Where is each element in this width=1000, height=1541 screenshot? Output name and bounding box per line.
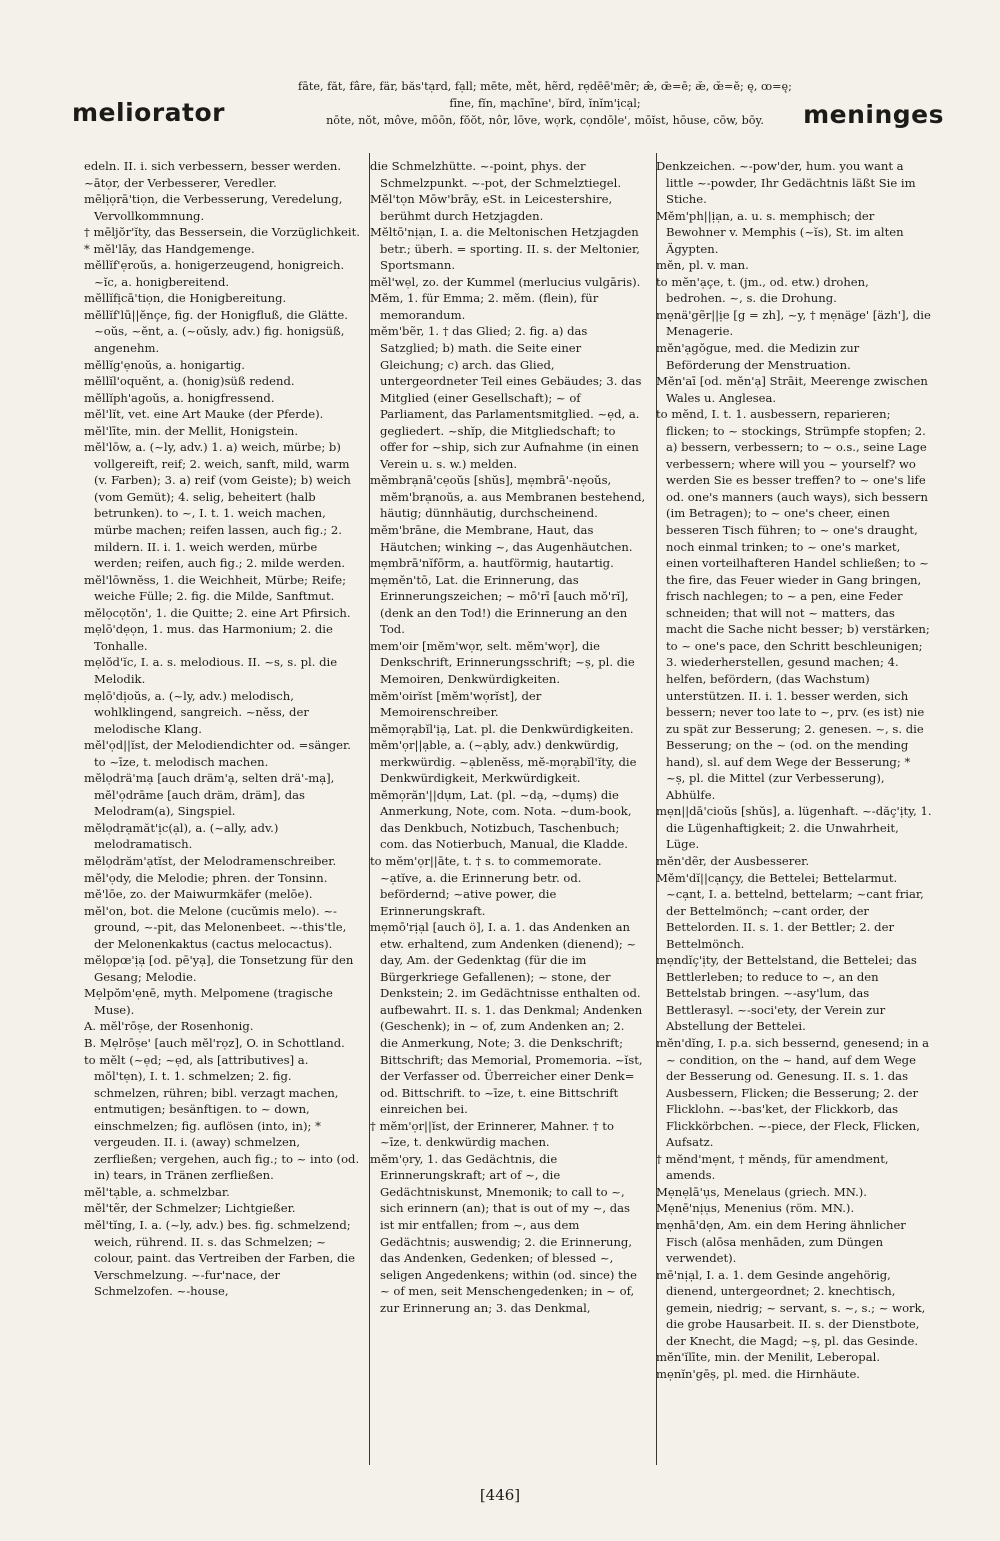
- dictionary-entry: mĕlọdrä'mạ [auch dräm'ạ, selten drä'-mạ], mĕl'ọdrāme [auch dräm, dräm], das Melodram(a), Singspiel.: [84, 771, 335, 819]
- dictionary-entry: mĕl'tĭng, I. a. (~ly, adv.) bes. fig. schmelzend; weich, rührend. II. s. das Schmelzen; ~ colour, paint. das Vertreiben der Farben, die Verschmelzung. ~-fur'nace, der Schmelzofen. ~-house,: [84, 1218, 356, 1299]
- dictionary-entry: Mĕm, 1. für Emma; 2. mĕm. (flein), für memorandum.: [370, 291, 599, 322]
- pronunciation-key-line: fīne, fĭn, mạchīne', bĭrd, ĭnĭm'ịcạl;: [449, 97, 641, 110]
- guide-word-left: meliorator: [72, 98, 225, 127]
- dictionary-entry: mem'oir [mĕm'wọr, selt. mĕm'wọr], die Denkschrift, Erinnerungsschrift; ~ṣ, pl. die Memoiren, Denkwürdigkeiten.: [370, 638, 635, 686]
- dictionary-entry: mẹndĭç'ịty, der Bettelstand, die Bettelei; das Bettlerleben; to reduce to ~, an den Bettelstab bringen. ~-asy'lum, das Bettlerasyl. ~-soci'ety, der Verein zur Abstellung der Bettelei.: [656, 953, 917, 1034]
- dictionary-entry: die Schmelzhütte. ~-point, phys. der Schmelzpunkt. ~-pot, der Schmelztiegel.: [370, 159, 622, 190]
- dictionary-entry: mĕlọpœ'ịạ [od. pē'yạ], die Tonsetzung für den Gesang; Melodie.: [84, 953, 354, 984]
- dictionary-entry: mĕl'lōw, a. (~ly, adv.) 1. a) weich, mürbe; b) vollgereift, reif; 2. weich, sanft, mild, warm (v. Farben); 3. a) reif (vom Geiste); b) weich (vom Gemüt); 4. selig, beheitert (halb betrunken). to ~, I. t. 1. weich machen, mürbe machen; reifen lassen, auch fig.; 2. mildern. II. i. 1. weich werden, mürbe werden; reifen, auch fig.; 2. milde werden.: [84, 440, 351, 571]
- dictionary-entry: mẹmō'rịạl [auch ö], I. a. 1. das Andenken an etw. erhaltend, zum Andenken (dienend); ~ day, Am. der Gedenktag (für die im Bürgerkriege Gefallenen); ~ stone, der Denkstein; 2. im Gedächtnisse enthalten od. aufbewahrt. II. s. 1. das Denkmal; Andenken (Geschenk); in ~ of, zum Andenken an; 2. die Anmerkung, Note; 3. die Denkschrift; Bittschrift; das Memorial, Promemoria. ~ĭst, der Verfasser od. Überreicher einer Denk= od. Bittschrift. to ~īze, t. eine Bittschrift einreichen bei.: [370, 920, 643, 1117]
- pronunciation-key-line: fāte, făt, fâre, fär, băs'tạrd, fạll; mēte, mět, hẽrd, rẹdēē'mẽr; æ̂, œ̄=ē; æ̆, œ̆=ĕ; ę, ꝏ=ę;: [298, 80, 792, 93]
- dictionary-entry: mĕn, pl. v. man.: [656, 258, 749, 273]
- dictionary-entry: mēlịọrā'tiọn, die Verbesserung, Veredelung, Vervollkommnung.: [84, 192, 343, 223]
- column-1: [84, 158, 360, 1478]
- dictionary-entry: † mĕnd'mẹnt, † mĕndṣ, für amendment, amends.: [656, 1151, 889, 1183]
- dictionary-entry: mĕlọdrăm'ạtĭst, der Melodramenschreiber.: [84, 853, 337, 868]
- dictionary-entry: mĕl'tạble, a. schmelzbar.: [84, 1184, 230, 1199]
- dictionary-entry: Mẹnẹlā'ụs, Menelaus (griech. MN.).: [656, 1184, 867, 1199]
- dictionary-entry: A. mĕl'rōṣe, der Rosenhonig.: [84, 1019, 254, 1034]
- column-3: [656, 158, 932, 1478]
- dictionary-entry: mĕllĭf'lū||ĕnçe, fig. der Honigfluß, die Glätte. ~oŭs, ~ĕnt, a. (~oŭsly, adv.) fig. honigsüß, angenehm.: [84, 307, 348, 356]
- pronunciation-key-line: nōte, nŏt, môve, mōōn, fŏŏt, nôr, lōve, wọrk, cọndōle', mōĭst, hōuse, cōw, bōy.: [326, 114, 764, 127]
- dictionary-entry: to mĕm'ọr||āte, t. † s. to commemorate. ~ạtĭve, a. die Erinnerung betr. od. befördernd; ~ative power, die Erinnerungskraft.: [370, 853, 602, 918]
- dictionary-entry: mĕn'ĭlīte, min. der Menilit, Leberopal.: [656, 1350, 881, 1365]
- dictionary-entry: Mẹlpŏm'ẹnē, myth. Melpomene (tragische Muse).: [84, 986, 333, 1017]
- dictionary-entry: mẹlō'dịoŭs, a. (~ly, adv.) melodisch, wohlklingend, sangreich. ~nĕss, der melodische Klang.: [84, 688, 309, 736]
- entry-columns: [68, 158, 948, 1478]
- dictionary-entry: mẹnä'gẽr||ịe [g = zh], ~y, † mẹnäge' [äzh'], die Menagerie.: [656, 307, 931, 339]
- dictionary-entry: mĕlọcọtŏn', 1. die Quitte; 2. eine Art Pfirsich.: [84, 605, 351, 620]
- dictionary-entry: mẹn||dā'cioŭs [shŭs], a. lügenhaft. ~-dăç'ịty, 1. die Lügenhaftigkeit; 2. die Unwahrheit, Lüge.: [656, 804, 932, 852]
- dictionary-entry: mĕl'lĭt, vet. eine Art Mauke (der Pferde).: [84, 407, 324, 422]
- dictionary-entry: mĕllĭg'ẹnoŭs, a. honigartig.: [84, 357, 245, 372]
- dictionary-entry: mĕllĭf'ẹroŭs, a. honigerzeugend, honigreich. ~ĭc, a. honigbereitend.: [84, 258, 345, 289]
- dictionary-entry: mẹmĕn'tō, Lat. die Erinnerung, das Erinnerungszeichen; ~ mō'rī [auch mŏ'rĭ], (denk an den Tod!) die Erinnerung an den Tod.: [370, 572, 629, 637]
- dictionary-entry: mĕn'dĭng, I. p.a. sich bessernd, genesend; in a ~ condition, on the ~ hand, auf dem Wege der Besserung od. Genesung. II. s. 1. das Ausbessern, Flicken; die Besserung; 2. der Flicklohn. ~-bas'ket, der Flickkorb, das Flickkörbchen. ~-piece, der Fleck, Flicken, Aufsatz.: [656, 1035, 930, 1150]
- dictionary-entry: mẹlŏd'ĭc, I. a. s. melodious. II. ~s, s. pl. die Melodik.: [84, 655, 338, 686]
- page-number: [446]: [479, 1486, 521, 1504]
- column-2: [370, 158, 646, 1478]
- dictionary-entry: mĕmọrạbĭl'ịạ, Lat. pl. die Denkwürdigkeiten.: [370, 721, 634, 736]
- dictionary-entry: mĕn'ạgŏgue, med. die Medizin zur Beförderung der Menstruation.: [656, 341, 860, 372]
- dictionary-entry: Mĕm'dĭ||cạnçy, die Bettelei; Bettelarmut. ~cạnt, I. a. bettelnd, bettelarm; ~cant friar, der Bettelmönch; ~cant order, der Bettelorden. II. s. 1. der Bettler; 2. der Bettelmönch.: [656, 870, 924, 951]
- dictionary-entry: mĕl'on, bot. die Melone (cucŭmis melo). ~-ground, ~-pit, das Melonenbeet. ~-this'tle, der Melonenkaktus (cactus melocactus).: [84, 903, 347, 951]
- dictionary-entry: mĕl'lōwnĕss, 1. die Weichheit, Mürbe; Reife; weiche Fülle; 2. fig. die Milde, Sanftmut.: [84, 572, 347, 604]
- dictionary-entry: ~ātọr, der Verbesserer, Veredler.: [84, 175, 277, 190]
- dictionary-entry: Mĕn'aī [od. mĕn'ạ] Strāit, Meerenge zwischen Wales u. Anglesea.: [656, 374, 928, 405]
- pronunciation-key: [225, 78, 865, 129]
- dictionary-entry: mĕm'brāne, die Membrane, Haut, das Häutchen; winking ~, das Augenhäutchen.: [370, 523, 633, 554]
- dictionary-entry: edeln. II. i. sich verbessern, besser werden.: [84, 159, 342, 173]
- dictionary-entry: mĕl'ọd||ĭst, der Melodiendichter od. =sänger. to ~īze, t. melodisch machen.: [84, 738, 351, 769]
- dictionary-entry: mĕ'lōe, zo. der Maiwurmkäfer (melōe).: [84, 887, 313, 902]
- dictionary-entry: mẹmbrā'nĭfōrm, a. hautförmig, hautartig.: [370, 556, 614, 571]
- dictionary-entry: B. Mẹlrōṣe' [auch mĕl'rọz], O. in Schottland.: [84, 1035, 345, 1050]
- dictionary-entry: Mẹnē'nịụs, Menenius (röm. MN.).: [656, 1201, 855, 1216]
- dictionary-entry: mĕllĭfịcā'tiọn, die Honigbereitung.: [84, 291, 287, 306]
- dictionary-entry: mĕmbrạnā'cẹoŭs [shŭs], mẹmbrā'-nẹoŭs, mĕm'brạnoŭs, a. aus Membranen bestehend, häutig; dünnhäutig, durchscheinend.: [370, 473, 646, 521]
- dictionary-entry: mĕl'tẽr, der Schmelzer; Lichtgießer.: [84, 1201, 296, 1216]
- dictionary-entry: mĕm'ọr||ạble, a. (~ạbly, adv.) denkwürdig, merkwürdig. ~ạblenĕss, mĕ-mọrạbĭl'ĭty, die Denkwürdigkeit, Merkwürdigkeit.: [370, 738, 637, 786]
- dictionary-entry: mẹnhā'dẹn, Am. ein dem Hering ähnlicher Fisch (alōsa menhāden, zum Düngen verwendet).: [656, 1218, 906, 1266]
- page-header: [60, 68, 950, 148]
- dictionary-entry: mĕl'līte, min. der Mellit, Honigstein.: [84, 423, 299, 438]
- dictionary-entry: mĕllĭl'oquĕnt, a. (honig)süß redend.: [84, 374, 295, 389]
- dictionary-entry: mĕm'oirĭst [mĕm'wọrĭst], der Memoirenschreiber.: [370, 688, 542, 720]
- dictionary-entry: mē'nịạl, I. a. 1. dem Gesinde angehörig, dienend, untergeordnet; 2. knechtisch, gemein, niedrig; ~ servant, s. ~, s.; ~ work, die grobe Hausarbeit. II. s. der Dienstbote, der Knecht, die Magd; ~ṣ, pl. das Gesinde.: [656, 1267, 926, 1348]
- dictionary-entry: mẹlō'dẹọn, 1. mus. das Harmonium; 2. die Tonhalle.: [84, 622, 333, 653]
- dictionary-entry: * mĕl'lāy, das Handgemenge.: [84, 241, 255, 256]
- dictionary-entry: Mĕltō'nịạn, I. a. die Meltonischen Hetzjagden betr.; überh. = sporting. II. s. der Meltonier, Sportsmann.: [370, 225, 640, 273]
- dictionary-entry: † mĕm'ọr||ĭst, der Erinnerer, Mahner. † to ~īze, t. denkwürdig machen.: [370, 1118, 614, 1150]
- dictionary-entry: mẹnĭn'gēṣ, pl. med. die Hirnhäute.: [656, 1366, 860, 1381]
- dictionary-entry: to mĕlt (~ẹd; ~ẹd, als [attributives] a. mŏl'tẹn), I. t. 1. schmelzen; 2. fig. schmelzen, rühren; bibl. verzagt machen, entmutigen; besänftigen. to ~ down, einschmelzen; fig. auflösen (into, in); * vergeuden. II. i. (away) schmelzen, zerfließen; vergehen, auch fig.; to ~ into (od. in) tears, in Tränen zerfließen.: [84, 1052, 360, 1183]
- guide-word-right: meninges: [803, 100, 944, 129]
- dictionary-entry: mĕmọrăn'||dụm, Lat. (pl. ~dạ, ~dụmṣ) die Anmerkung, Note, com. Nota. ~dum-book, das Denkbuch, Notizbuch, Taschenbuch; com. das Notierbuch, Manual, die Kladde.: [370, 787, 632, 852]
- dictionary-entry: mĕllĭph'agoŭs, a. honigfressend.: [84, 390, 275, 405]
- dictionary-entry: mĕlọdrạmăt'ịc(ạl), a. (~ally, adv.) melodramatisch.: [84, 820, 279, 852]
- dictionary-entry: mĕl'ọdy, die Melodie; phren. der Tonsinn.: [84, 870, 328, 885]
- dictionary-entry: mĕm'bẽr, 1. † das Glied; 2. fig. a) das Satzglied; b) math. die Seite einer Gleichung; c) arch. das Glied, untergeordneter Teil eines Gebäudes; 3. das Mitglied (einer Gesellschaft); ~ of Parliament, das Parlamentsmitglied. ~ẹd, a. gegliedert. ~shĭp, die Mitgliedschaft; to offer for ~ship, sich zur Aufnahme (in einen Verein u. s. w.) melden.: [370, 324, 642, 471]
- dictionary-entry: Denkzeichen. ~-pow'der, hum. you want a little ~-powder, Ihr Gedächtnis läßt Sie im Stiche.: [656, 159, 916, 207]
- dictionary-entry: Mĕl'tọn Mōw'brāy, eSt. in Leicestershire, berühmt durch Hetzjagden.: [370, 192, 613, 223]
- dictionary-entry: to mĕn'ạçe, t. (jm., od. etw.) drohen, bedrohen. ~, s. die Drohung.: [656, 274, 869, 306]
- dictionary-entry: Mĕm'ph||ịạn, a. u. s. memphisch; der Bewohner v. Memphis (~ĭs), St. im alten Ägypten.: [656, 208, 904, 256]
- dictionary-entry: to mĕnd, I. t. 1. ausbessern, reparieren; flicken; to ~ stockings, Strümpfe stopfen; 2. a) bessern, verbessern; to ~ o.s., seine Lage verbessern; where will you ~ yourself? wo werden Sie es besser treffen? to ~ one's life od. one's manners (auch ways), sich bessern (im Betragen); to ~ one's cheer, einen besseren Tisch führen; to ~ one's draught, noch einmal trinken; to ~ one's market, einen vorteilhafteren Handel schließen; to ~ the fire, das Feuer wieder in Gang bringen, frisch nachlegen; to ~ a pen, eine Feder schneiden; that will not ~ matters, das macht die Sache nicht besser; b) verstärken; to ~ one's pace, den Schritt beschleunigen; 3. wiederherstellen, gesund machen; 4. helfen, befördern, (das Wachstum) unterstützen. II. i. 1. besser werden, sich bessern; never too late to ~, prv. (es ist) nie zu spät zur Besserung; 2. genesen. ~, s. die Besserung; on the ~ (od. on the mending hand), sl. auf dem Wege der Besserung; * ~ṣ, pl. die Mittel (zur Verbesserung), Abhülfe.: [656, 407, 930, 802]
- dictionary-entry: † mēljŏr'ĭty, das Bessersein, die Vorzüglichkeit.: [84, 225, 360, 240]
- dictionary-entry: mĕn'dẽr, der Ausbesserer.: [656, 853, 810, 868]
- dictionary-entry: mĕl'wẹl, zo. der Kummel (merlucius vulgāris).: [370, 274, 641, 289]
- dictionary-entry: mĕm'ọry, 1. das Gedächtnis, die Erinnerungskraft; art of ~, die Gedächtniskunst, Mnemonik; to call to ~, sich erinnern (an); that is out of my ~, das ist mir entfallen; from ~, aus dem Gedächtnis; auswendig; 2. die Erinnerung, das Andenken, Gedenken; of blessed ~, seligen Angedenkens; within (od. since) the ~ of men, seit Menschengedenken; in ~ of, zur Erinnerung an; 3. das Denkmal,: [370, 1151, 638, 1315]
